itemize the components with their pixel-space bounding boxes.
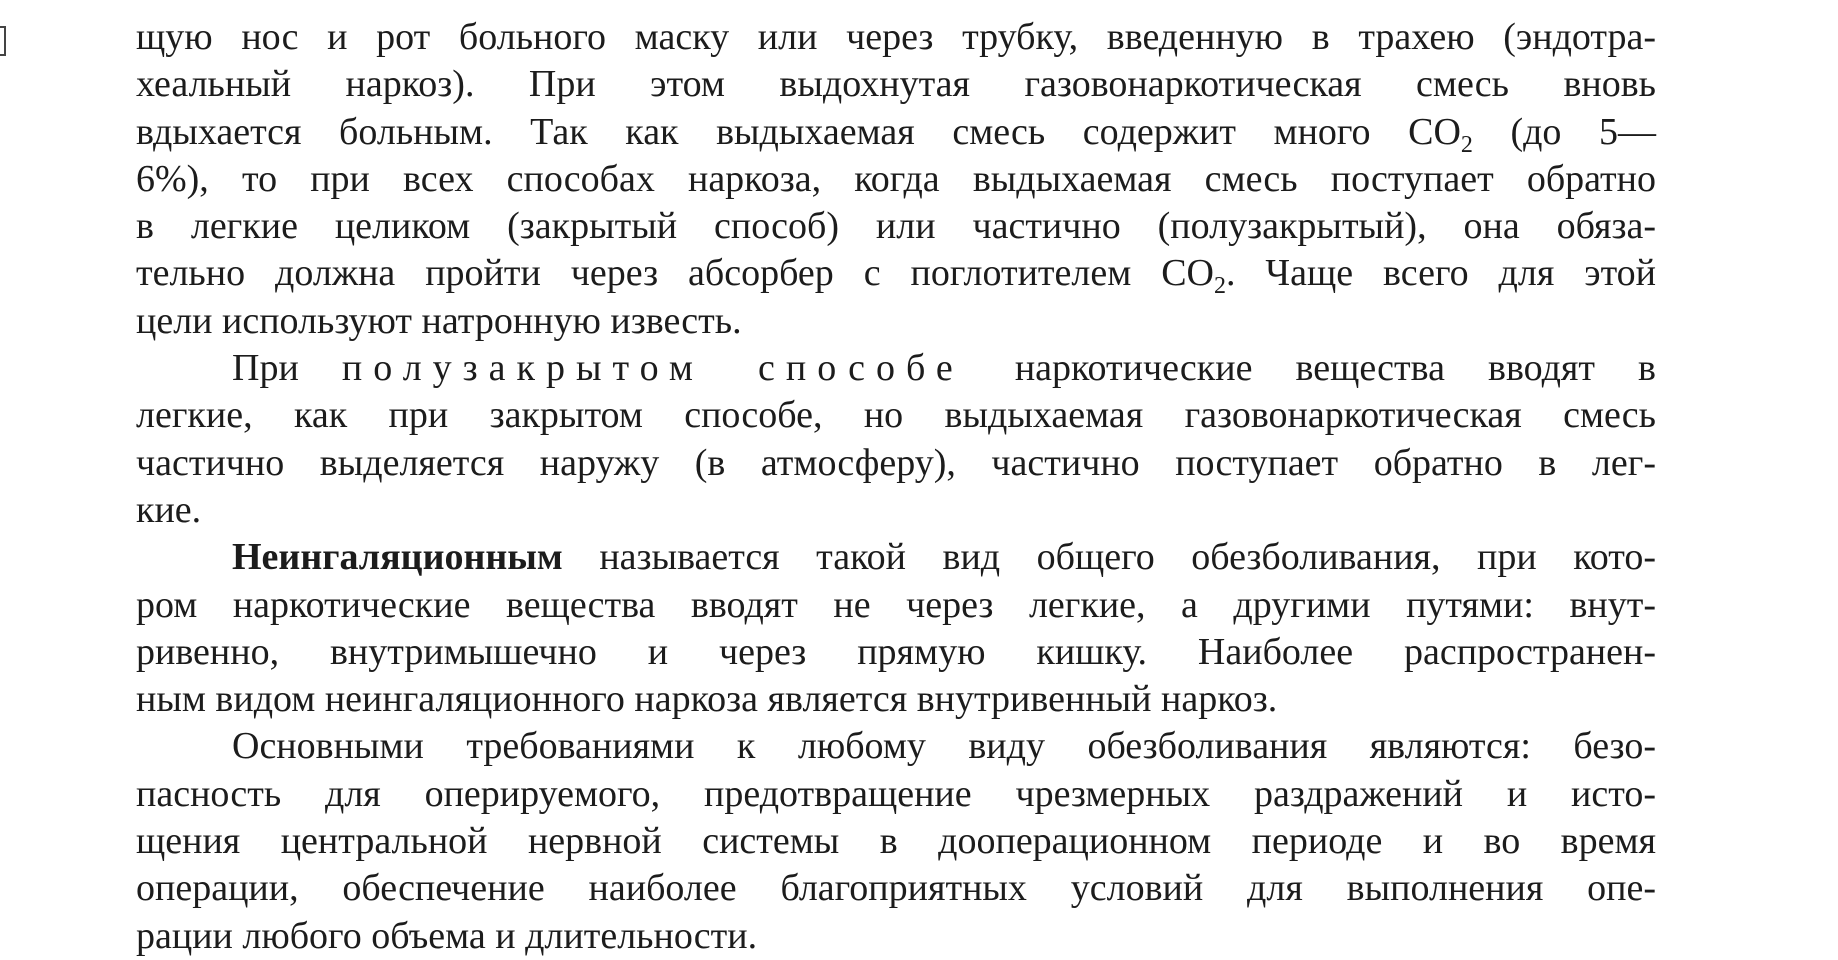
text-segment: . Чаще всего для этой [1226,252,1657,295]
text-line: частично выделяется наружу (в атмосферу), частично поступает обратно в лег- [136,441,1656,484]
text-line: ным видом неингаляционного наркоза является внутривенный наркоз. [136,678,1278,721]
subscript: 2 [1214,273,1226,300]
text-line: хеальный наркоз). При этом выдохнутая газовонаркотическая смесь вновь [136,63,1656,106]
text-line: пасность для оперируемого, предотвращение чрезмерных раздражений и исто- [136,772,1656,815]
bold-term: Неингаляционным [232,536,563,579]
text-segment: вдыхается больным. Так как выдыхаемая смесь содержит много CO [136,110,1461,153]
text-line: в легкие целиком (закрытый способ) или частично (полузакрытый), она обяза- [136,205,1656,248]
text-segment: При [232,347,342,390]
text-line: кие. [136,488,202,531]
text-line: 6%), то при всех способах наркоза, когда выдыхаемая смесь поступает обратно [136,157,1656,200]
text-line: легкие, как при закрытом способе, но выдыхаемая газовонаркотическая смесь [136,394,1656,437]
spaced-term: полузакрытом способе [341,347,964,390]
text-line: ром наркотические вещества вводят не через легкие, а другими путями: внут- [136,583,1656,626]
text-segment: тельно должна пройти через абсорбер с поглотителем CO [136,252,1214,295]
text-segment: наркотические вещества вводят в [971,347,1657,390]
paragraph-1 [136,14,1656,345]
paragraph-4 [136,723,1656,959]
paragraph-2 [136,345,1656,534]
text-line: рации любого объема и длительности. [136,914,758,957]
text-line: цели используют натронную известь. [136,299,742,342]
text-line: Основными требованиями к любому виду обезболивания являются: безо- [232,725,1656,768]
text-line [136,345,1656,392]
paragraph-3 [136,534,1656,723]
page-body-text [136,14,1656,960]
text-line: щения центральной нервной системы в дооперационном периоде и во время [136,820,1656,863]
text-line: щую нос и рот больного маску или через трубку, введенную в трахею (эндотра- [136,16,1656,58]
text-line [136,109,1656,156]
text-segment: называется такой вид общего обезболивания, при кото- [562,536,1656,579]
subscript: 2 [1460,131,1473,158]
page-edge-bracket [0,26,6,56]
text-line: ривенно, внутримышечно и через прямую кишку. Наиболее распространен- [136,630,1656,673]
text-segment: (до 5— [1472,110,1656,153]
text-line [136,534,1656,581]
text-line: операции, обеспечение наиболее благоприятных условий для выполнения опе- [136,867,1656,910]
text-line [136,250,1657,300]
